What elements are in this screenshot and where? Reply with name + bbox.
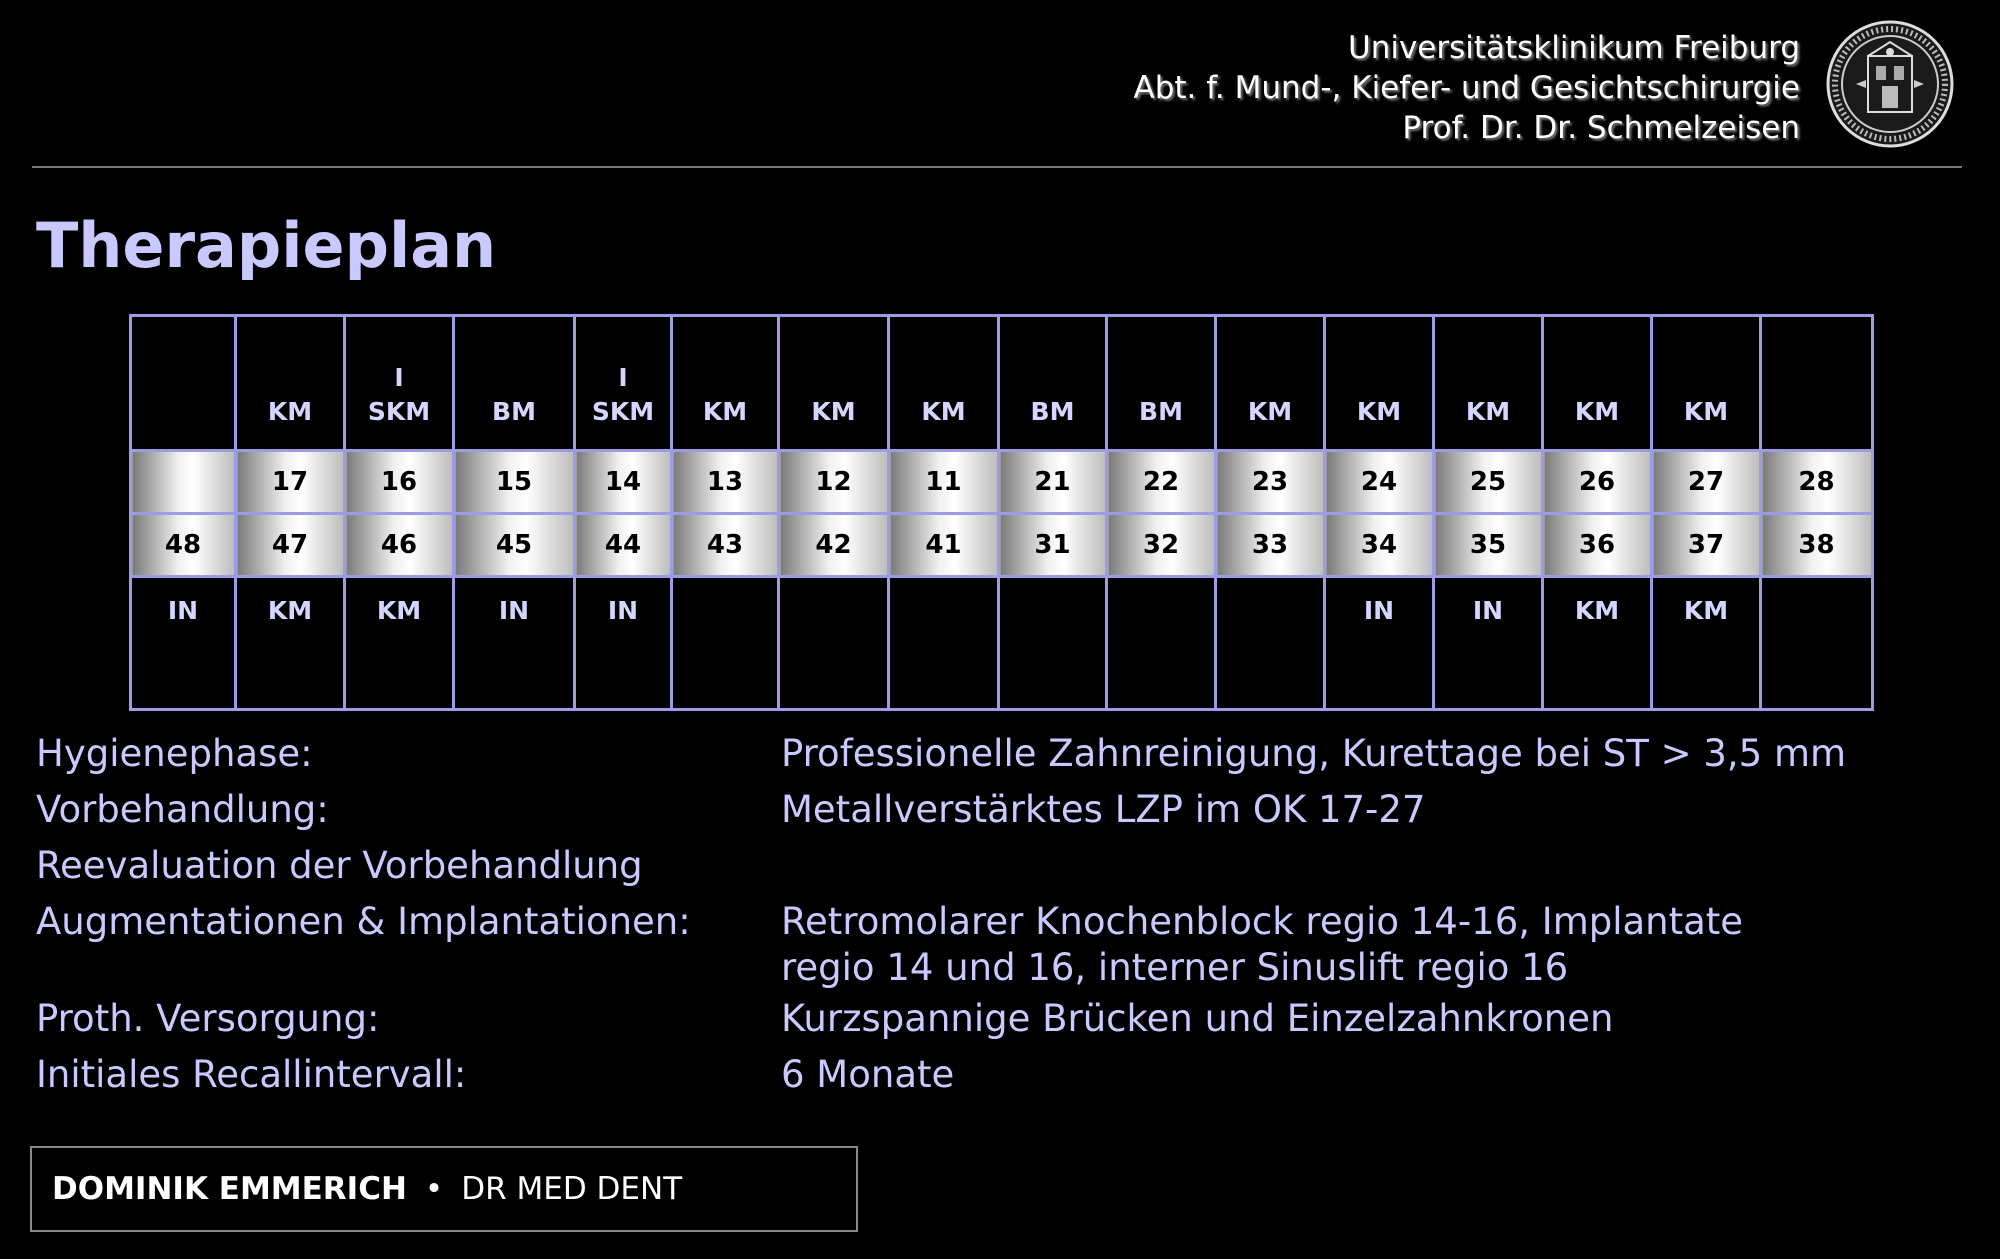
treatment-marker	[1653, 361, 1759, 395]
lower-treatment-cell: IN	[1325, 577, 1434, 710]
treatment-code: BM	[1139, 397, 1183, 426]
therapy-label: Hygienephase:	[36, 732, 313, 775]
treatment-marker	[1435, 361, 1541, 395]
tooth-number-cell: 44	[575, 514, 672, 577]
treatment-marker	[1000, 361, 1105, 395]
tooth-number-cell: 15	[454, 451, 575, 514]
tooth-number-cell	[131, 451, 236, 514]
tooth-number-cell: 13	[672, 451, 779, 514]
upper-treatment-cell	[454, 316, 575, 451]
tooth-number-cell: 17	[236, 451, 345, 514]
bullet-separator: •	[424, 1171, 444, 1207]
therapy-value	[781, 991, 1936, 1047]
therapy-label: Augmentationen & Implantationen:	[36, 900, 691, 943]
tooth-number-cell: 47	[236, 514, 345, 577]
tooth-number-cell: 11	[889, 451, 999, 514]
professor-name: Prof. Dr. Dr. Schmelzeisen	[1402, 110, 1800, 146]
tooth-number-cell: 46	[345, 514, 454, 577]
upper-treatment-row	[131, 316, 1873, 451]
tooth-number-cell: 34	[1325, 514, 1434, 577]
lower-treatment-cell: IN	[1434, 577, 1543, 710]
tooth-number-cell: 21	[999, 451, 1107, 514]
lower-treatment-cell: IN	[131, 577, 236, 710]
tooth-number-cell: 37	[1652, 514, 1761, 577]
treatment-marker	[780, 361, 887, 395]
treatment-code: KM	[267, 397, 313, 426]
lower-treatment-cell	[672, 577, 779, 710]
lower-treatment-cell: IN	[575, 577, 672, 710]
therapy-item	[36, 838, 1936, 894]
tooth-number-cell: 14	[575, 451, 672, 514]
treatment-code: BM	[1030, 397, 1075, 426]
lower-treatment-cell: KM	[236, 577, 345, 710]
header-divider	[32, 166, 1962, 168]
therapy-label: Initiales Recallintervall:	[36, 1053, 467, 1096]
lower-treatment-cell: KM	[1543, 577, 1652, 710]
university-seal-icon	[1826, 20, 1954, 148]
treatment-code: KM	[1465, 397, 1511, 426]
lower-teeth-row	[131, 514, 1873, 577]
therapy-value	[781, 1047, 1936, 1103]
tooth-number-cell: 43	[672, 514, 779, 577]
treatment-code: KM	[811, 397, 856, 426]
lower-treatment-cell	[1107, 577, 1216, 710]
tooth-number-cell: 31	[999, 514, 1107, 577]
tooth-number-cell: 12	[779, 451, 889, 514]
treatment-marker	[1326, 361, 1432, 395]
upper-teeth-row	[131, 451, 1873, 514]
therapy-label: Reevaluation der Vorbehandlung	[36, 844, 643, 887]
upper-treatment-cell	[1107, 316, 1216, 451]
treatment-marker	[237, 361, 343, 395]
treatment-marker: I	[394, 363, 404, 392]
tooth-number-cell: 48	[131, 514, 236, 577]
lower-treatment-row	[131, 577, 1873, 710]
treatment-code: KM	[702, 397, 748, 426]
treatment-code: KM	[1247, 397, 1293, 426]
tooth-number-cell: 38	[1761, 514, 1873, 577]
tooth-number-cell: 42	[779, 514, 889, 577]
therapy-item	[36, 726, 1936, 782]
therapy-item	[36, 782, 1936, 838]
treatment-code: SKM	[591, 397, 655, 426]
therapy-item	[36, 1047, 1936, 1103]
upper-treatment-cell	[1543, 316, 1652, 451]
tooth-number-cell: 41	[889, 514, 999, 577]
department-name: Abt. f. Mund-, Kiefer- und Gesichtschirurgie	[1133, 70, 1800, 106]
tooth-number-cell: 16	[345, 451, 454, 514]
author-degree: DR MED DENT	[461, 1171, 683, 1207]
tooth-number-cell: 28	[1761, 451, 1873, 514]
upper-treatment-cell	[131, 316, 236, 451]
treatment-marker	[890, 361, 997, 395]
therapy-value-line: Professionelle Zahnreinigung, Kurettage bei ST > 3,5 mm	[781, 732, 1847, 775]
lower-treatment-cell	[999, 577, 1107, 710]
author-footer	[30, 1146, 858, 1232]
therapy-value-line: Retromolarer Knochenblock regio 14-16, Implantate	[781, 900, 1744, 943]
upper-treatment-cell	[1652, 316, 1761, 451]
treatment-marker	[132, 395, 234, 429]
upper-treatment-cell	[1761, 316, 1873, 451]
treatment-marker	[1762, 395, 1871, 429]
treatment-marker	[1108, 361, 1214, 395]
therapy-item	[36, 894, 1936, 991]
upper-treatment-cell	[1216, 316, 1325, 451]
upper-treatment-cell	[999, 316, 1107, 451]
upper-treatment-cell	[889, 316, 999, 451]
treatment-marker	[455, 361, 573, 395]
tooth-number-cell: 26	[1543, 451, 1652, 514]
upper-treatment-cell	[1434, 316, 1543, 451]
therapy-value	[781, 726, 1936, 782]
lower-treatment-cell	[889, 577, 999, 710]
page-title: Therapieplan	[36, 209, 497, 282]
upper-treatment-cell	[779, 316, 889, 451]
treatment-marker: I	[618, 363, 628, 392]
institution-header	[1134, 28, 1800, 148]
therapy-value	[781, 782, 1936, 838]
tooth-number-cell: 35	[1434, 514, 1543, 577]
lower-treatment-cell	[1216, 577, 1325, 710]
therapy-details	[36, 726, 1936, 1103]
treatment-marker	[1217, 361, 1323, 395]
therapy-item	[36, 991, 1936, 1047]
tooth-number-cell: 27	[1652, 451, 1761, 514]
treatment-marker	[1544, 361, 1650, 395]
tooth-number-cell: 24	[1325, 451, 1434, 514]
upper-treatment-cell	[672, 316, 779, 451]
therapy-value-line: regio 14 und 16, interner Sinuslift regio 16	[781, 946, 1569, 989]
lower-treatment-cell: KM	[345, 577, 454, 710]
institution-name: Universitätsklinikum Freiburg	[1348, 30, 1800, 66]
upper-treatment-cell	[345, 316, 454, 451]
treatment-code: KM	[1683, 397, 1729, 426]
therapy-label: Vorbehandlung:	[36, 788, 329, 831]
treatment-code: KM	[921, 397, 966, 426]
treatment-code: KM	[1356, 397, 1402, 426]
tooth-number-cell: 33	[1216, 514, 1325, 577]
treatment-marker	[673, 361, 777, 395]
author-name: DOMINIK EMMERICH	[52, 1171, 407, 1207]
tooth-number-cell: 36	[1543, 514, 1652, 577]
treatment-code: SKM	[367, 397, 431, 426]
upper-treatment-cell	[236, 316, 345, 451]
upper-treatment-cell	[575, 316, 672, 451]
dental-chart-table	[129, 314, 1874, 711]
lower-treatment-cell	[1761, 577, 1873, 710]
lower-treatment-cell: IN	[454, 577, 575, 710]
tooth-number-cell: 22	[1107, 451, 1216, 514]
therapy-value	[781, 838, 1936, 894]
lower-treatment-cell	[779, 577, 889, 710]
lower-treatment-cell: KM	[1652, 577, 1761, 710]
therapy-value-line: Kurzspannige Brücken und Einzelzahnkronen	[781, 997, 1614, 1040]
therapy-label: Proth. Versorgung:	[36, 997, 380, 1040]
upper-treatment-cell	[1325, 316, 1434, 451]
tooth-number-cell: 45	[454, 514, 575, 577]
tooth-number-cell: 23	[1216, 451, 1325, 514]
tooth-number-cell: 25	[1434, 451, 1543, 514]
therapy-value	[781, 894, 1936, 991]
treatment-code: BM	[492, 397, 536, 426]
therapy-value-line: Metallverstärktes LZP im OK 17-27	[781, 788, 1426, 831]
therapy-value-line: 6 Monate	[781, 1053, 955, 1096]
tooth-number-cell: 32	[1107, 514, 1216, 577]
treatment-code: KM	[1574, 397, 1620, 426]
